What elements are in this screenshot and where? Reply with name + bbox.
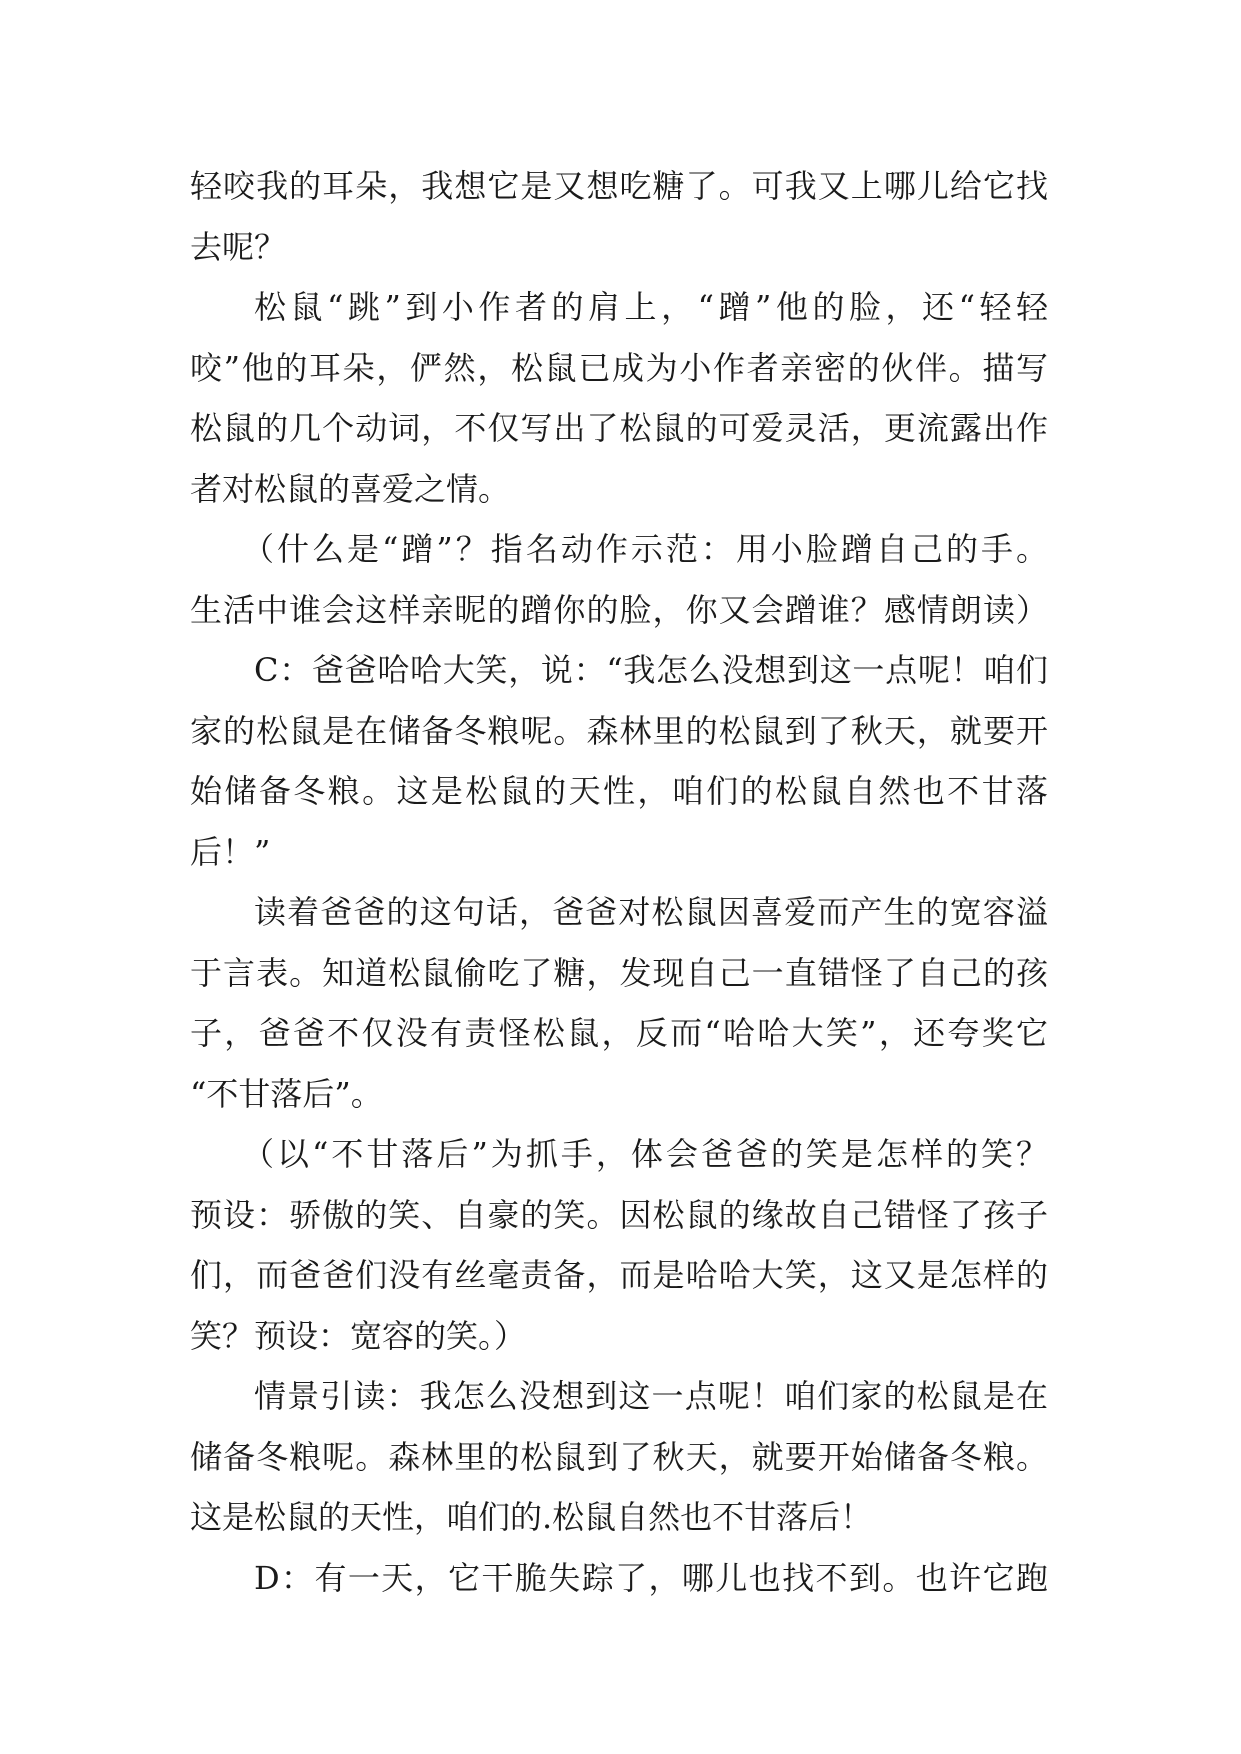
text-line: 笑？预设：宽容的笑。）: [190, 1316, 527, 1355]
text-line: 子，爸爸不仅没有责怪松鼠，反而“哈哈大笑”，还夸奖它: [190, 1014, 1048, 1052]
text-line: 去呢？: [190, 227, 287, 266]
text-line: 储备冬粮呢。森林里的松鼠到了秋天，就要开始储备冬粮。: [190, 1437, 1048, 1476]
text-line: 家的松鼠是在储备冬粮呢。森林里的松鼠到了秋天，就要开: [190, 711, 1048, 750]
body-text: [190, 156, 1048, 1608]
text-line: 读着爸爸的这句话，爸爸对松鼠因喜爱而产生的宽容溢: [254, 893, 1048, 931]
text-line: 轻咬我的耳朵，我想它是又想吃糖了。可我又上哪儿给它找: [190, 167, 1048, 205]
text-line: 预设：骄傲的笑、自豪的笑。因松鼠的缘故自己错怪了孩子: [190, 1195, 1048, 1234]
text-line: 们，而爸爸们没有丝毫责备，而是哈哈大笑，这又是怎样的: [190, 1256, 1048, 1294]
text-line: D：有一天，它干脆失踪了，哪儿也找不到。也许它跑: [254, 1558, 1048, 1597]
text-line: 始储备冬粮。这是松鼠的天性，咱们的松鼠自然也不甘落: [190, 772, 1048, 810]
text-line: （以“不甘落后”为抓手，体会爸爸的笑是怎样的笑？: [242, 1135, 1048, 1173]
text-line: 后！”: [190, 832, 271, 871]
text-line: C：爸爸哈哈大笑，说：“我怎么没想到这一点呢！咱们: [254, 651, 1048, 689]
text-line: 情景引读：我怎么没想到这一点呢！咱们家的松鼠是在: [254, 1377, 1048, 1415]
text-line: 松鼠“跳”到小作者的肩上，“蹭”他的脸，还“轻轻: [254, 288, 1048, 326]
text-line: 咬”他的耳朵，俨然，松鼠已成为小作者亲密的伙伴。描写: [190, 348, 1048, 387]
text-line: 生活中谁会这样亲昵的蹭你的脸，你又会蹭谁？感情朗读）: [190, 590, 1048, 629]
text-line: （什么是“蹭”？指名动作示范：用小脸蹭自己的手。: [242, 530, 1048, 568]
text-line: 于言表。知道松鼠偷吃了糖，发现自己一直错怪了自己的孩: [190, 953, 1048, 992]
text-line: 这是松鼠的天性，咱们的.松鼠自然也不甘落后！: [190, 1498, 873, 1536]
text-line: 松鼠的几个动词，不仅写出了松鼠的可爱灵活，更流露出作: [190, 409, 1048, 447]
text-line: 者对松鼠的喜爱之情。: [190, 469, 511, 508]
text-line: “不甘落后”。: [190, 1074, 383, 1113]
